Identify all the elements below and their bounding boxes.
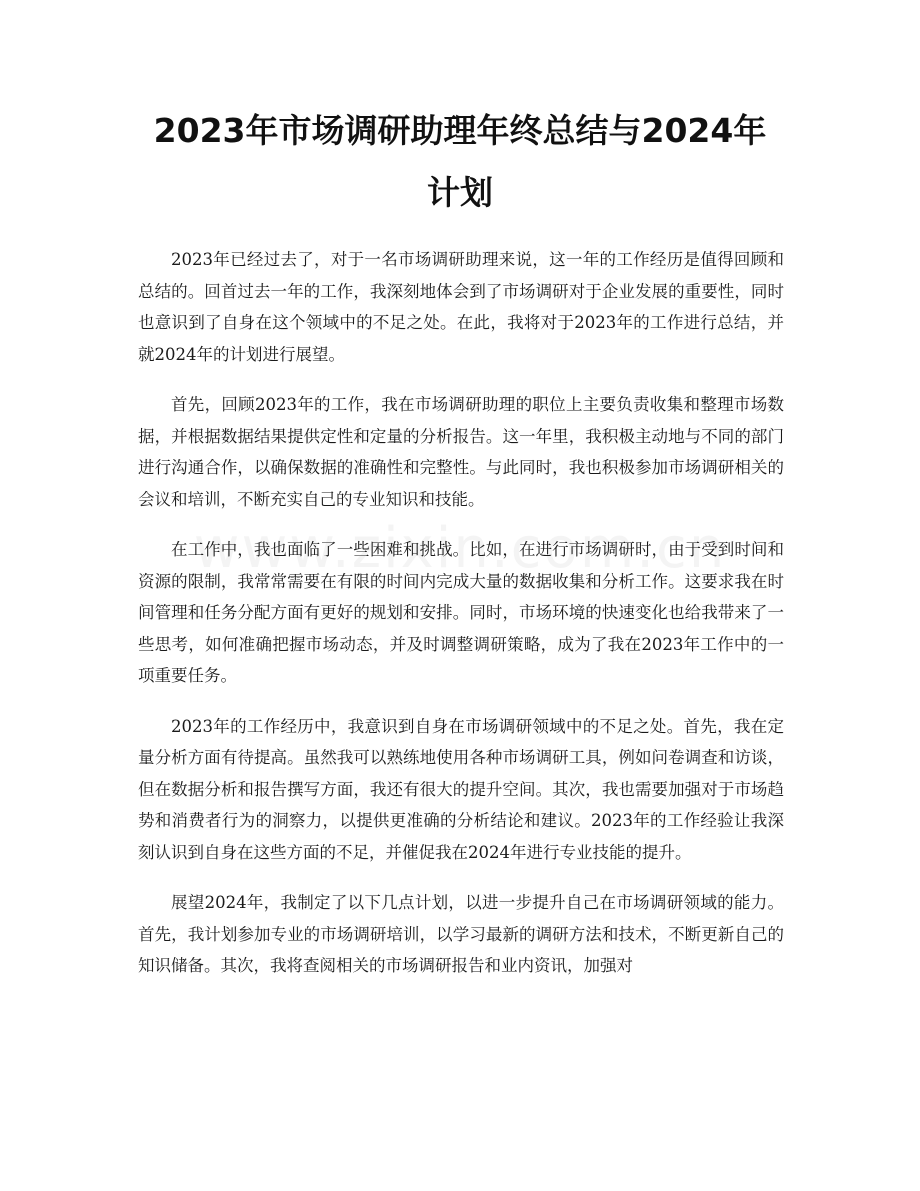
paragraph-1: 2023年已经过去了，对于一名市场调研助理来说，这一年的工作经历是值得回顾和总结的。回首过去一年的工作，我深刻地体会到了市场调研对于企业发展的重要性，同时也意识到了自身在这个领域中的不足之处。在此，我将对于2023年的工作进行总结，并就2024年的计划进行展望。 — [138, 250, 784, 364]
paragraph-2: 首先，回顾2023年的工作，我在市场调研助理的职位上主要负责收集和整理市场数据，并根据数据结果提供定性和定量的分析报告。这一年里，我积极主动地与不同的部门进行沟通合作，以确保数据的准确性和完整性。与此同时，我也积极参加市场调研相关的会议和培训，不断充实自己的专业知识和技能。 — [138, 395, 784, 509]
document-body — [138, 244, 784, 1001]
paragraph-3: 在工作中，我也面临了一些困难和挑战。比如，在进行市场调研时，由于受到时间和资源的限制，我常常需要在有限的时间内完成大量的数据收集和分析工作。这要求我在时间管理和任务分配方面有更好的规划和安排。同时，市场环境的快速变化也给我带来了一些思考，如何准确把握市场动态，并及时调整调研策略，成为了我在2023年工作中的一项重要任务。 — [138, 540, 784, 685]
paragraph-4: 2023年的工作经历中，我意识到自身在市场调研领域中的不足之处。首先，我在定量分析方面有待提高。虽然我可以熟练地使用各种市场调研工具，例如问卷调查和访谈，但在数据分析和报告撰写方面，我还有很大的提升空间。其次，我也需要加强对于市场趋势和消费者行为的洞察力，以提供更准确的分析结论和建议。2023年的工作经验让我深刻认识到自身在这些方面的不足，并催促我在2024年进行专业技能的提升。 — [138, 716, 784, 862]
paragraph-5: 展望2024年，我制定了以下几点计划，以进一步提升自己在市场调研领域的能力。首先，我计划参加专业的市场调研培训，以学习最新的调研方法和技术，不断更新自己的知识储备。其次，我将查阅相关的市场调研报告和业内资讯，加强对 — [138, 893, 784, 975]
document-title: 2023年市场调研助理年终总结与2024年计划 — [153, 111, 767, 212]
